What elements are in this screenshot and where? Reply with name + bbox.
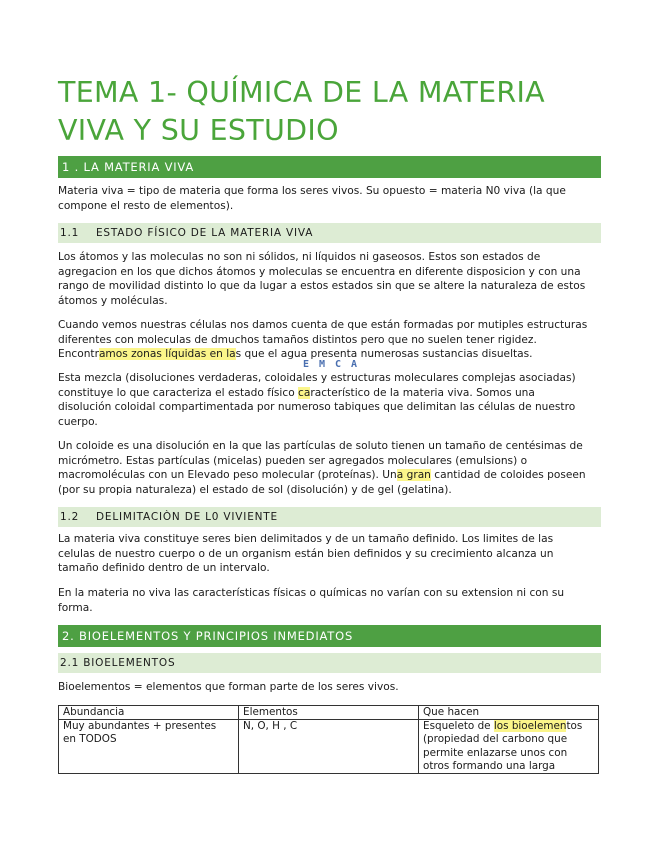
intro-paragraph: Materia viva = tipo de materia que forma los seres vivos. Su opuesto = materia N0 viva (la que compone el resto de elementos).: [58, 185, 566, 212]
table-header-cell: Abundancia: [59, 706, 239, 720]
bioelements-table: [58, 705, 599, 774]
table-cell: N, O, H , C: [239, 720, 419, 774]
table-header-row: [59, 706, 599, 720]
paragraph-coloide: Un coloide es una disolución en la que las partículas de soluto tienen un tamaño de centésimas de micrómetro. Estas partículas (micelas) pueden ser agregados moleculares (emulsions) o macromoléculas con un Elevado peso molecular (proteínas). Una gran cantidad de coloides poseen (por su propia naturaleza) el estado de sol (disolución) y de gel (gelatina).: [58, 440, 586, 496]
paragraph-bioelementos-def: Bioelementos = elementos que forman parte de los seres vivos.: [58, 681, 399, 693]
highlight: amos zonas líquidas en la: [98, 348, 236, 361]
paragraph-materia-viva-delimitada: La materia viva constituye seres bien delimitados y de un tamaño definido. Los limites de las celulas de nuestro cuerpo o de un organism están bien definidos y su crecimiento alcanza un tamaño definido dentro de un intervalo.: [58, 533, 554, 575]
highlight: a gran: [396, 469, 431, 482]
handwritten-annotation: EMCA: [303, 359, 368, 370]
table-row: [59, 720, 599, 774]
title-line-1: TEMA 1- QUÍMICA DE LA MATERIA: [58, 76, 545, 109]
document-title: [58, 74, 601, 150]
subheading-bioelementos: [58, 653, 601, 673]
table-cell: Esqueleto de los bioelementos (propiedad del carbono que permite enlazarse unos con otros formando una larga: [419, 720, 599, 774]
table-cell: Muy abundantes + presentes en TODOS: [59, 720, 239, 774]
paragraph-atomos: Los átomos y las moleculas no son ni sólidos, ni líquidos ni gaseosos. Estos son estados de agregacion en los que dichos átomos y moleculas se encuentra en diferente disposicion y con una rango de movilidad distinto lo que da lugar a estos estados sin que se altere la naturaleza de estos átomos y moléculas.: [58, 251, 586, 307]
subheading-label: DELIMITACIÒN DE L0 VIVIENTE: [96, 511, 278, 523]
paragraph-materia-no-viva: En la materia no viva las características físicas o químicas no varían con su extension ni con su forma.: [58, 587, 565, 614]
highlight: ca: [298, 386, 311, 399]
table-header-cell: Que hacen: [419, 706, 599, 720]
subheading-number: 1.2: [60, 511, 80, 523]
table-header-cell: Elementos: [239, 706, 419, 720]
section-heading-bioelementos: 2. BIOELEMENTOS Y PRINCIPIOS INMEDIATOS: [58, 625, 601, 647]
title-line-2: VIVA Y SU ESTUDIO: [58, 114, 339, 147]
subheading-number: 1.1: [60, 227, 80, 239]
section-heading-materia-viva: 1 . LA MATERIA VIVA: [58, 156, 601, 178]
subheading-delimitacion: [58, 507, 601, 527]
subheading-label: ESTADO FÍSICO DE LA MATERIA VIVA: [96, 227, 314, 239]
highlight: los bioelemen: [493, 720, 567, 733]
paragraph-mezcla: Esta mezcla (disoluciones verdaderas, coloidales y estructuras moleculares complejas asociadas) constituye lo que caracteriza el estado físico característico de la materia viva. Somos una disolución coloidal compartimentada por numeroso tabiques que delimitan las células de nuestro cuerpo.: [58, 372, 576, 428]
paragraph-celulas: Cuando vemos nuestras células nos damos cuenta de que están formadas por mutiples estructuras diferentes con moleculas de dmuchos tamaños distintos pero que no suelen tener rigidez. Encontramos zonas líquidas en las que el agua presenta numerosas sustancias disueltas.: [58, 319, 588, 361]
subheading-label: 2.1 BIOELEMENTOS: [60, 657, 176, 669]
subheading-estado-fisico: [58, 223, 601, 243]
